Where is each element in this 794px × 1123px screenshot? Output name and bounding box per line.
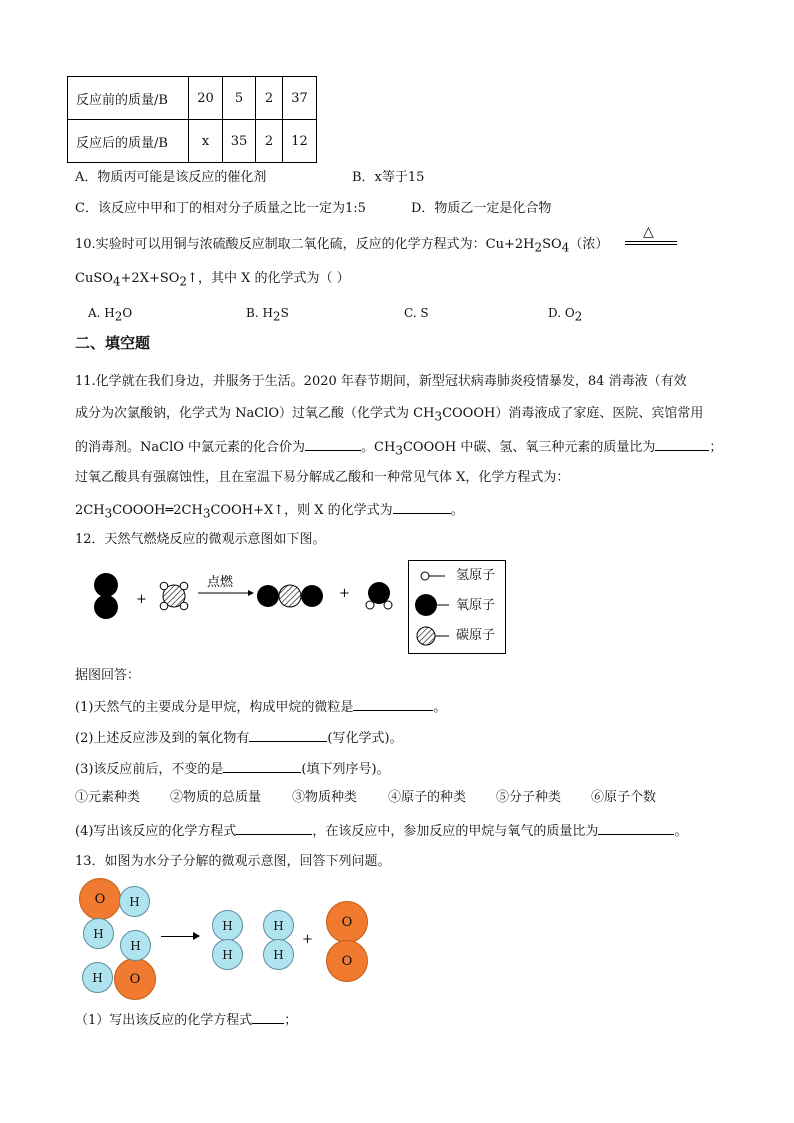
q11-line4: 过氧乙酸具有强腐蚀性，且在室温下易分解成乙酸和一种常见气体 X，化学方程式为：: [75, 470, 570, 485]
q12-answer-intro: 据图回答：: [75, 668, 141, 683]
oxygen-atom: O: [326, 901, 368, 943]
option-a: A．物质丙可能是该反应的催化剂: [75, 170, 267, 185]
arrow-head-icon: [248, 590, 254, 596]
hydrogen-atom: [384, 601, 392, 609]
q10-option-b: B. $H_2S$: [246, 306, 289, 324]
equation-line: [625, 244, 677, 245]
oxygen-atom: O: [326, 940, 368, 982]
q12-subquestion-4: (4)写出该反应的化学方程式 ，在该反应中，参加反应的甲烷与氧气的质量比为 。: [75, 821, 687, 841]
oxygen-atom: O: [79, 878, 121, 920]
answer-blank[interactable]: [305, 437, 361, 451]
answer-blank[interactable]: [252, 1010, 284, 1024]
reaction-condition-arrow: [625, 226, 677, 246]
water-decomposition-diagram: [75, 876, 385, 1000]
table-cell-label: 反应前的质量/B: [68, 77, 189, 120]
carbon-atom: [279, 585, 301, 607]
oxygen-atom: O: [114, 958, 156, 1000]
hydrogen-legend-icon: [421, 572, 429, 580]
table-cell: 12: [283, 120, 317, 163]
oxygen-atom: [94, 595, 118, 619]
option-d: D．物质乙一定是化合物: [411, 201, 552, 216]
table-cell: 2: [256, 120, 283, 163]
hydrogen-atom: H: [212, 939, 243, 970]
hydrogen-atom: H: [119, 886, 150, 917]
legend-symbols: [409, 561, 457, 653]
q12-subquestion-3: (3)该反应前后，不变的是 (填下列序号)。: [75, 759, 390, 779]
answer-blank[interactable]: [236, 821, 312, 835]
atom-legend: [408, 560, 506, 654]
q12-choice-2: ③物质种类: [292, 790, 358, 805]
q12-choice-0: ①元素种类: [75, 790, 141, 805]
plus-sign: +: [339, 586, 350, 601]
oxygen-atom: [94, 573, 118, 597]
table-row: [68, 120, 317, 163]
q12-choice-1: ②物质的总质量: [170, 790, 262, 805]
q12-choice-4: ⑤分子种类: [496, 790, 562, 805]
answer-blank[interactable]: [223, 759, 301, 773]
q10-option-d: D. $O_2$: [548, 306, 583, 324]
table-cell-label: 反应后的质量/B: [68, 120, 189, 163]
mass-table: [67, 76, 317, 163]
oxygen-molecule: [94, 573, 118, 619]
q10-option-c: C. S: [404, 306, 429, 320]
hydrogen-atom: [180, 602, 188, 610]
carbon-legend-icon: [417, 627, 435, 645]
oxygen-atom: [257, 585, 279, 607]
legend-oxygen-label: 氧原子: [456, 598, 496, 613]
table-cell: 20: [189, 77, 223, 120]
answer-blank[interactable]: [598, 821, 674, 835]
q12-subquestion-2: (2)上述反应涉及到的氧化物有 (写化学式)。: [75, 728, 403, 748]
q13-title: 13．如图为水分子分解的微观示意图，回答下列问题。: [75, 854, 391, 869]
hydrogen-atom: H: [263, 910, 294, 941]
q11-line1: 11.化学就在我们身边，并服务于生活。2020 年春节期间，新型冠状病毒肺炎疫情暴发，84 消毒液（有效: [75, 374, 687, 389]
carbon-dioxide-molecule: [257, 585, 323, 607]
answer-blank[interactable]: [655, 437, 709, 451]
q11-line5: $2CH_3COOOH═2CH_3COOH+X↑$，则 X 的化学式为 。: [75, 500, 464, 523]
q12-subquestion-1: (1)天然气的主要成分是甲烷，构成甲烷的微粒是 。: [75, 697, 446, 717]
q10-stem: 10.实验时可以用铜与浓硫酸反应制取二氧化硫，反应的化学方程式为：$Cu+2H_2SO_4$（浓）: [75, 237, 609, 255]
oxygen-atom: [301, 585, 323, 607]
arrow-head-icon: [193, 932, 200, 940]
q12-choice-3: ④原子的种类: [388, 790, 467, 805]
q10-line2: $CuSO_4+2X+SO_2↑$，其中 X 的化学式为（ ）: [75, 271, 350, 289]
hydrogen-atom: H: [263, 939, 294, 970]
reaction-condition: 点燃: [207, 575, 234, 590]
equation-line: [625, 241, 677, 242]
hydrogen-atom: [160, 582, 168, 590]
hydrogen-atom: H: [83, 918, 114, 949]
q12-title: 12．天然气燃烧反应的微观示意图如下图。: [75, 532, 326, 547]
hydrogen-atom: H: [120, 930, 151, 961]
methane-molecule: [160, 582, 188, 610]
legend-carbon-label: 碳原子: [456, 628, 496, 643]
legend-hydrogen-label: 氢原子: [456, 568, 496, 583]
answer-blank[interactable]: [393, 500, 451, 514]
table-cell: 35: [223, 120, 256, 163]
answer-blank[interactable]: [353, 697, 433, 711]
hydrogen-atom: [160, 602, 168, 610]
table-cell: 2: [256, 77, 283, 120]
option-c: C．该反应中甲和丁的相对分子质量之比一定为1:5: [75, 201, 366, 216]
hydrogen-atom: [366, 601, 374, 609]
water-molecule: [366, 582, 392, 609]
table-cell: 5: [223, 77, 256, 120]
q11-line2: 成分为次氯酸钠，化学式为 NaClO）过氧乙酸（化学式为 $CH_3COOOH$）消毒液成了家庭、医院、宾馆常用: [75, 406, 704, 424]
q10-option-a: A. $H_2O$: [88, 306, 133, 324]
q11-line3: 的消毒剂。NaClO 中氯元素的化合价为 。$CH_3COOOH$ 中碳、氢、氧三种元素的质量比为 ；: [75, 437, 722, 460]
plus-sign: +: [302, 932, 313, 947]
table-cell: 37: [283, 77, 317, 120]
table-cell: x: [189, 120, 223, 163]
reaction-arrow: [161, 936, 197, 937]
section-title: 二、填空题: [75, 334, 151, 352]
table-row: [68, 77, 317, 120]
option-b: B．x等于15: [352, 170, 425, 185]
q13-subquestion-1: （1）写出该反应的化学方程式 ；: [75, 1010, 297, 1030]
hydrogen-atom: H: [212, 910, 243, 941]
hydrogen-atom: H: [82, 962, 113, 993]
answer-blank[interactable]: [249, 728, 327, 742]
heat-triangle-icon: △: [643, 224, 654, 240]
hydrogen-atom: [180, 582, 188, 590]
plus-sign: +: [136, 592, 147, 607]
q12-choice-5: ⑥原子个数: [591, 790, 657, 805]
oxygen-legend-icon: [415, 594, 437, 616]
